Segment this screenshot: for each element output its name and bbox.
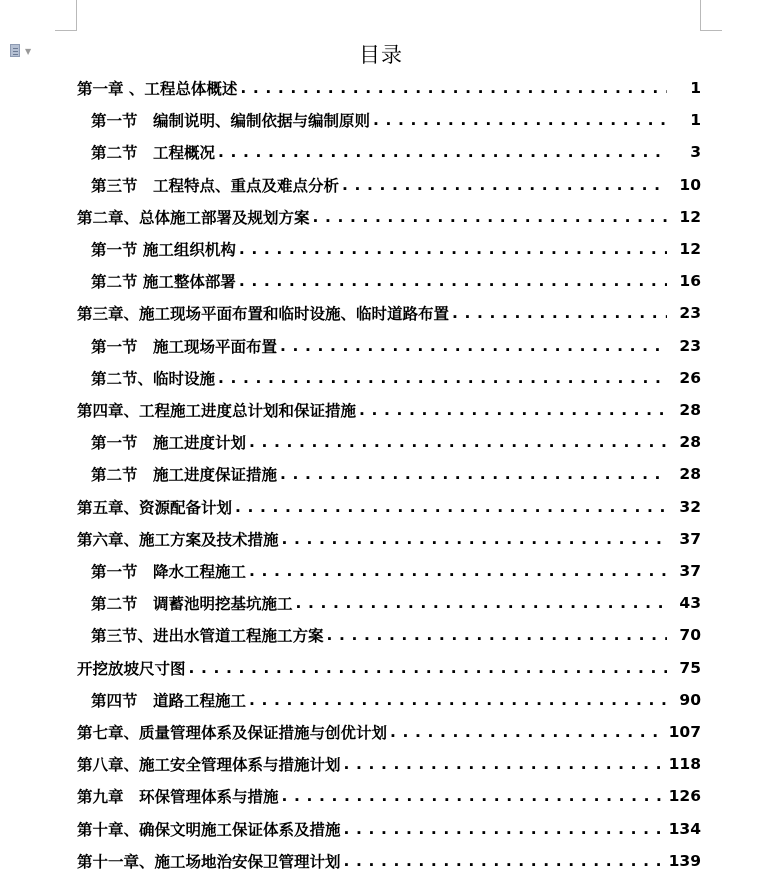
toc-entry-label: 第四章、工程施工进度总计划和保证措施 [77, 402, 357, 420]
toc-entry[interactable] [91, 169, 701, 201]
toc-entry-label: 第一节 降水工程施工 [91, 563, 247, 581]
toc-page-number: 1 [690, 111, 701, 130]
dot-leader [342, 176, 667, 194]
chevron-down-icon: ▼ [25, 47, 32, 56]
toc-page-number: 118 [668, 755, 701, 774]
toc-entry-label: 第八章、施工安全管理体系与措施计划 [77, 756, 341, 775]
toc-entry-label: 第一节 施工组织机构 [91, 241, 236, 259]
toc-entry-label: 第一节 编制说明、编制依据与编制原则 [91, 112, 371, 131]
toc-page-number: 126 [668, 787, 701, 806]
dot-leader [239, 272, 667, 290]
toc-entry[interactable] [77, 201, 701, 233]
toc-entry-label: 第十章、确保文明施工保证体系及措施 [77, 820, 341, 839]
dot-leader [280, 465, 667, 483]
toc-entry-label: 第二节、临时设施 [91, 369, 216, 388]
toc-page-number: 134 [668, 819, 701, 838]
page-corner-top-right [700, 0, 722, 31]
toc-entry-label: 第三节 工程特点、重点及难点分析 [91, 176, 340, 195]
dot-leader [218, 143, 667, 161]
toc-entry[interactable] [77, 491, 701, 523]
dot-leader [390, 723, 663, 741]
toc-entry[interactable] [91, 136, 701, 168]
dot-leader [344, 820, 663, 838]
toc-entry-label: 第九章 环保管理体系与措施 [77, 788, 279, 807]
toc-page-number: 70 [679, 626, 701, 645]
toc-page-number: 37 [679, 529, 701, 548]
toc-page-number: 139 [668, 851, 701, 870]
toc-entry[interactable] [91, 619, 701, 651]
toc-entry[interactable] [77, 780, 701, 812]
dot-leader [240, 79, 667, 97]
toc-page-number: 28 [679, 401, 701, 419]
toc-entry[interactable] [91, 362, 701, 394]
toc-entry[interactable] [77, 716, 701, 748]
toc-entry[interactable] [91, 684, 701, 716]
toc-entry-label: 第四节 道路工程施工 [91, 691, 247, 710]
toc-entry-label: 第六章、施工方案及技术措施 [77, 530, 279, 549]
dot-leader [359, 401, 667, 419]
toc-entry-label: 第三章、施工现场平面布置和临时设施、临时道路布置 [77, 305, 450, 324]
toc-entry[interactable] [91, 104, 701, 136]
toc-entry[interactable] [91, 587, 701, 619]
dot-leader [282, 530, 667, 548]
toc-page-number: 12 [679, 240, 701, 258]
toc-page-number: 90 [679, 690, 701, 709]
toc-page-number: 28 [679, 433, 701, 452]
toc-entry-label: 第一章 、工程总体概述 [77, 80, 238, 98]
toc-page-number: 3 [690, 143, 701, 162]
toc-page-number: 43 [679, 594, 701, 613]
page-corner-top-left [55, 0, 77, 31]
dot-leader [218, 369, 667, 387]
toc-entry-label: 第十一章、施工场地治安保卫管理计划 [77, 852, 341, 871]
dot-leader [249, 691, 667, 709]
toc-title: 目录 [359, 43, 403, 67]
toc-entry-label: 第二章、总体施工部署及规划方案 [77, 208, 310, 227]
dot-leader [313, 208, 667, 226]
toc-entry-label: 第二节 施工进度保证措施 [91, 466, 278, 485]
dot-leader [327, 626, 667, 644]
toc-entry[interactable] [77, 394, 701, 426]
toc-page-number: 1 [690, 79, 701, 97]
toc-entry[interactable] [91, 555, 701, 587]
toc-page-number: 37 [679, 562, 701, 580]
toc-page-number: 28 [679, 465, 701, 484]
dot-leader [239, 240, 667, 258]
dot-leader [296, 594, 667, 612]
dot-leader [249, 562, 667, 580]
toc-entry-label: 第二节 施工整体部署 [91, 273, 236, 292]
toc-page-number: 12 [679, 207, 701, 226]
toc-page-number: 75 [679, 658, 701, 677]
toc-entry-label: 第二节 工程概况 [91, 144, 216, 163]
toc-page-number: 26 [679, 368, 701, 387]
toc-entry-label: 第二节 调蓄池明挖基坑施工 [91, 595, 293, 614]
dot-leader [373, 111, 667, 129]
toc-entry[interactable] [91, 265, 701, 297]
toc-entry[interactable] [77, 813, 701, 845]
dot-leader [189, 659, 667, 677]
toc-entry[interactable] [77, 297, 701, 329]
dot-leader [452, 304, 667, 322]
dot-leader [282, 787, 663, 805]
toc-entry[interactable] [77, 523, 701, 555]
toc-entry[interactable] [91, 330, 701, 362]
toc-entry-label: 第一节 施工现场平面布置 [91, 337, 278, 356]
dot-leader [344, 755, 663, 773]
toc-entry[interactable] [91, 233, 701, 265]
toc-entry-label: 开挖放坡尺寸图 [77, 659, 186, 678]
toc-entry[interactable] [77, 72, 701, 104]
toc-entry-label: 第三节、进出水管道工程施工方案 [91, 627, 324, 646]
toc-entry[interactable] [91, 458, 701, 490]
toc-entry-label: 第一节 施工进度计划 [91, 434, 247, 453]
dot-leader [249, 433, 667, 451]
toc-page-number: 16 [679, 272, 701, 291]
toc-entry[interactable] [77, 845, 701, 877]
toc-entry-label: 第五章、资源配备计划 [77, 498, 233, 517]
dot-leader [344, 852, 663, 870]
dot-leader [280, 337, 667, 355]
toc-page-number: 23 [679, 336, 701, 355]
toc-entry-label: 第七章、质量管理体系及保证措施与创优计划 [77, 724, 388, 742]
toc-page-number: 23 [679, 304, 701, 323]
dot-leader [235, 498, 667, 516]
toc-entry[interactable] [91, 426, 701, 458]
toc-entry[interactable] [77, 652, 701, 684]
toc-page-number: 10 [679, 175, 701, 194]
toc-entry[interactable] [77, 748, 701, 780]
toc-page-number: 32 [679, 497, 701, 516]
toc-page-number: 107 [668, 723, 701, 741]
